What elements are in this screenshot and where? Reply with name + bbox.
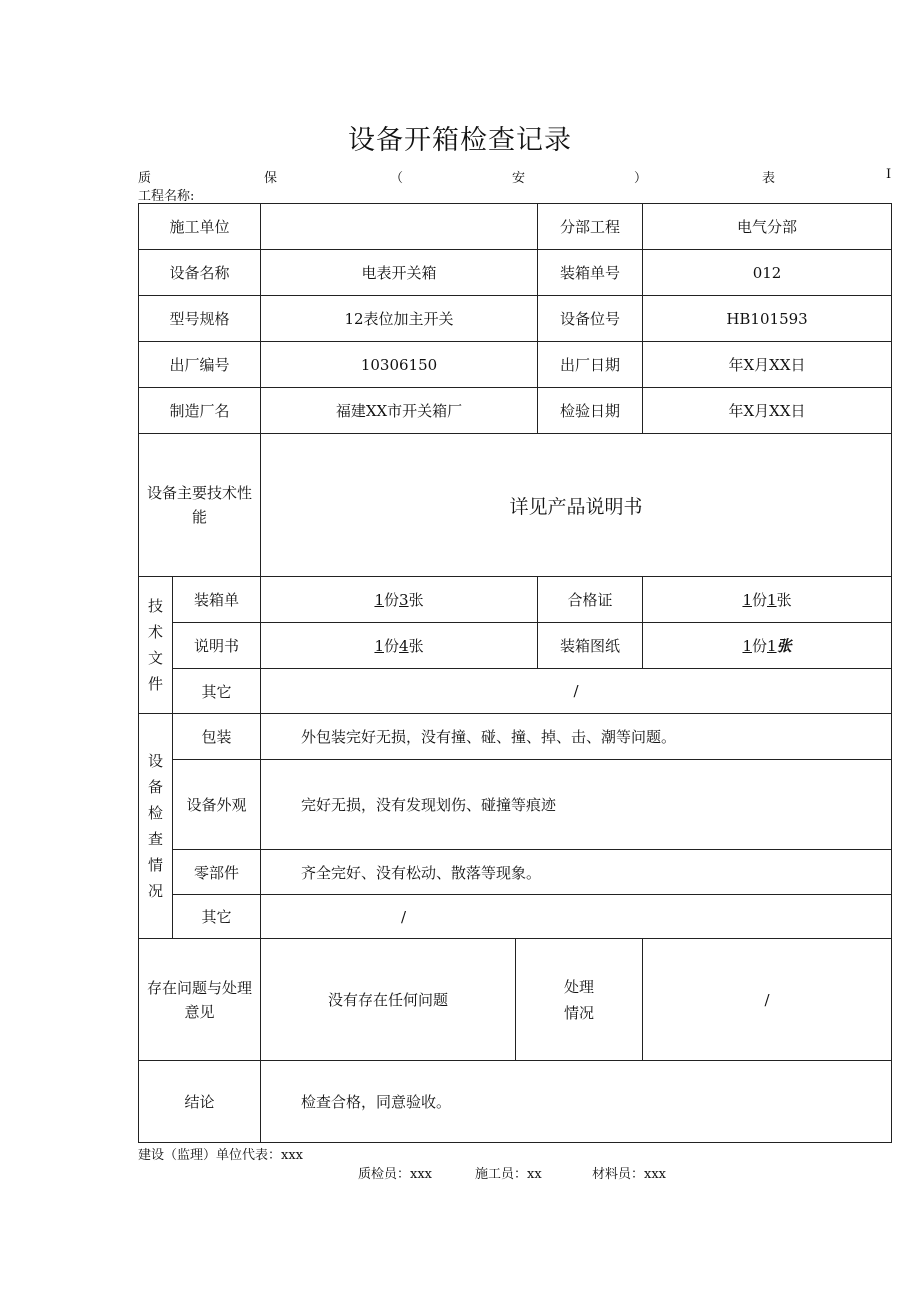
sheets-unit: 张 (408, 591, 424, 609)
table-row (139, 342, 892, 388)
issues-label-text: 存在问题与处理意见 (146, 978, 252, 1021)
manual-label: 说明书 (173, 623, 261, 669)
appearance-value: 完好无损，没有发现划伤、碰撞等痕迹 (261, 760, 892, 850)
table-row (139, 204, 892, 250)
position-no-value: HB101593 (643, 296, 892, 342)
form-code-char: ） (634, 171, 648, 186)
tech-docs-group (139, 577, 173, 714)
conclusion-label: 结论 (139, 1061, 261, 1143)
inspection-other-label: 其它 (173, 895, 261, 939)
certificate-value (643, 577, 892, 623)
inspect-date-label: 检验日期 (538, 388, 643, 434)
copies-count: 1 (742, 591, 752, 609)
form-code-char: I (886, 167, 892, 182)
sheets-unit: 张 (776, 637, 792, 655)
inspection-other-value: / (261, 895, 892, 939)
copies-count: 1 (742, 637, 752, 655)
table-row (139, 250, 892, 296)
tech-docs-other-label: 其它 (173, 669, 261, 714)
tech-perf-value: 详见产品说明书 (261, 434, 892, 577)
sheets-count: 1 (767, 637, 777, 655)
table-row (139, 714, 892, 760)
supervisor-signature: 建设（监理）单位代表：xxx (138, 1148, 303, 1163)
form-code-char: 表 (762, 171, 776, 186)
appearance-label: 设备外观 (173, 760, 261, 850)
table-row (139, 388, 892, 434)
device-name-value: 电表开关箱 (261, 250, 538, 296)
tech-perf-label (139, 434, 261, 577)
sub-project-value: 电气分部 (643, 204, 892, 250)
tech-docs-label: 技术文件 (147, 597, 163, 693)
certificate-label: 合格证 (538, 577, 643, 623)
sheets-unit: 张 (408, 637, 424, 655)
device-name-label: 设备名称 (139, 250, 261, 296)
sub-project-label: 分部工程 (538, 204, 643, 250)
copies-unit: 份 (384, 591, 400, 609)
manufacturer-value: 福建XX市开关箱厂 (261, 388, 538, 434)
issues-label (139, 939, 261, 1061)
packaging-value: 外包装完好无损，没有撞、碰、撞、掉、击、潮等问题。 (261, 714, 892, 760)
copies-count: 1 (374, 637, 384, 655)
form-code-char: 保 (264, 171, 278, 186)
handling-label-text: 处理情况 (564, 977, 595, 1022)
form-code-char: （ (390, 171, 404, 186)
table-row (139, 850, 892, 895)
inspection-group (139, 714, 173, 939)
inspect-date-value: 年X月XX日 (643, 388, 892, 434)
packaging-label: 包装 (173, 714, 261, 760)
factory-no-label: 出厂编号 (139, 342, 261, 388)
table-row (139, 1061, 892, 1143)
inspection-record-table (138, 203, 892, 1143)
table-row (139, 669, 892, 714)
table-row (139, 760, 892, 850)
handling-label (516, 939, 643, 1061)
factory-no-value: 10306150 (261, 342, 538, 388)
drawing-label: 装箱图纸 (538, 623, 643, 669)
model-value: 12表位加主开关 (261, 296, 538, 342)
construction-unit-label: 施工单位 (139, 204, 261, 250)
parts-label: 零部件 (173, 850, 261, 895)
packing-no-label: 装箱单号 (538, 250, 643, 296)
handling-value: / (643, 939, 892, 1061)
copies-unit: 份 (384, 637, 400, 655)
table-row (139, 939, 892, 1061)
issues-value: 没有存在任何问题 (261, 939, 516, 1061)
packing-no-value: 012 (643, 250, 892, 296)
copies-unit: 份 (752, 637, 768, 655)
manual-value (261, 623, 538, 669)
model-label: 型号规格 (139, 296, 261, 342)
drawing-value (643, 623, 892, 669)
construction-unit-value (261, 204, 538, 250)
copies-count: 1 (374, 591, 384, 609)
form-code-char: 质 (138, 171, 152, 186)
factory-date-label: 出厂日期 (538, 342, 643, 388)
sheets-count: 3 (399, 591, 409, 609)
material-signature: 材料员：xxx (592, 1167, 666, 1182)
page-title: 设备开箱检查记录 (348, 125, 572, 156)
tech-perf-label-text: 设备主要技术性能 (146, 484, 252, 526)
form-code-char: 安 (512, 171, 526, 186)
inspection-group-label: 设备检查情况 (147, 752, 163, 900)
manufacturer-label: 制造厂名 (139, 388, 261, 434)
sheets-count: 1 (767, 591, 777, 609)
factory-date-value: 年X月XX日 (643, 342, 892, 388)
copies-unit: 份 (752, 591, 768, 609)
parts-value: 齐全完好、没有松动、散落等现象。 (261, 850, 892, 895)
table-row (139, 623, 892, 669)
packing-list-value (261, 577, 538, 623)
constructor-signature: 施工员：xx (475, 1167, 542, 1182)
tech-docs-other-value: / (261, 669, 892, 714)
sheets-count: 4 (399, 637, 409, 655)
packing-list-label: 装箱单 (173, 577, 261, 623)
table-row (139, 895, 892, 939)
sheets-unit: 张 (776, 591, 792, 609)
table-row (139, 434, 892, 577)
position-no-label: 设备位号 (538, 296, 643, 342)
qc-signature: 质检员：xxx (358, 1167, 432, 1182)
table-row (139, 577, 892, 623)
table-row (139, 296, 892, 342)
project-name-label: 工程名称: (138, 189, 195, 204)
conclusion-value: 检查合格，同意验收。 (261, 1061, 892, 1143)
